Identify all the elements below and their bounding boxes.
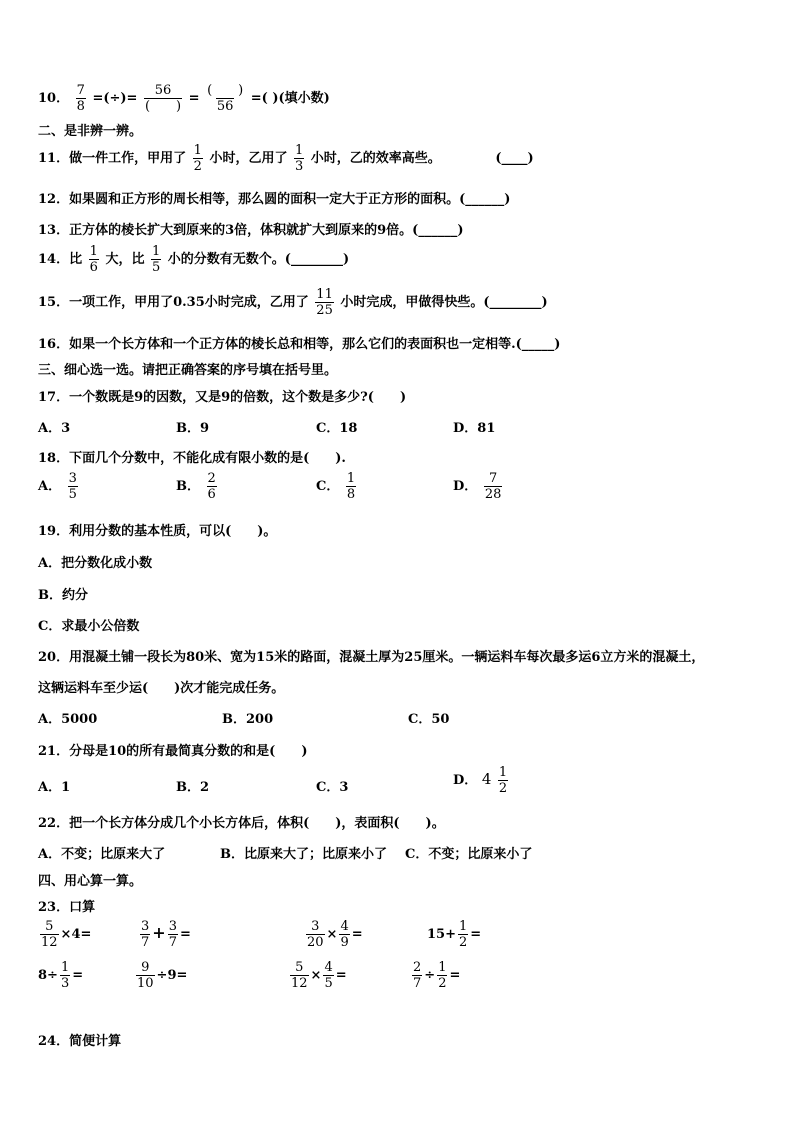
option-a[interactable]: A．不变；比原来大了: [38, 847, 166, 862]
operator: =: [449, 968, 461, 984]
equation-text: =: [188, 91, 200, 107]
question-22: 22．把一个长方体分成几个小长方体后，体积( )，表面积( )。: [38, 816, 445, 831]
question-number: 10．: [38, 91, 70, 107]
question-text: 15．一项工作，甲用了0.35小时完成，乙用了: [38, 295, 309, 311]
operator: =: [179, 927, 191, 943]
question-20-line-1: 20．用混凝土铺一段长为80米、宽为15米的路面，混凝土厚为25厘米。一辆运料车每次最多运6立方米的混凝土，: [38, 650, 705, 665]
fraction: $\frac{1}{3}$: [60, 960, 70, 991]
equation-text: =( )(填小数): [250, 91, 330, 107]
question-text: 小的分数有无数个。(________): [167, 252, 350, 268]
fraction: $\frac{3}{5}$: [68, 471, 77, 502]
question-text: 14．比: [38, 252, 83, 268]
option-a[interactable]: [38, 472, 80, 501]
option-c[interactable]: C．3: [316, 780, 349, 795]
question-23-title: 23．口算: [38, 900, 96, 915]
operator: ×: [310, 968, 322, 984]
calc-item: [304, 920, 363, 949]
option-c[interactable]: C．求最小公倍数: [38, 619, 140, 634]
question-14: [38, 245, 349, 274]
option-c[interactable]: C．50: [408, 712, 450, 727]
fraction: $\frac{3}{7}$: [141, 919, 150, 950]
option-label: C．: [316, 479, 340, 495]
mixed-number-whole: 4: [481, 770, 492, 789]
question-19: 19．利用分数的基本性质，可以( )。: [38, 524, 277, 539]
fraction: $\frac{1}{2}$: [193, 143, 202, 174]
fraction: $\frac{56}{( )}$: [144, 83, 182, 114]
question-12: 12．如果圆和正方形的周长相等，那么圆的面积一定大于正方形的面积。(______): [38, 192, 511, 207]
section-heading-3: 三、细心选一选。请把正确答案的序号填在括号里。: [38, 363, 338, 378]
fraction: $\frac{7}{28}$: [484, 471, 502, 502]
option-d[interactable]: D．81: [453, 421, 496, 436]
operator: ×4=: [60, 927, 92, 943]
fraction: $\frac{5}{12}$: [291, 960, 308, 991]
calc-item: [134, 961, 187, 990]
option-a[interactable]: A．3: [38, 421, 71, 436]
option-d[interactable]: [453, 472, 504, 501]
question-11: [38, 144, 534, 173]
fraction: $\frac{5}{12}$: [41, 919, 58, 950]
question-10: [38, 84, 330, 113]
question-24-title: 24．简便计算: [38, 1034, 122, 1049]
calc-item: [138, 920, 191, 949]
option-b[interactable]: B．200: [222, 712, 274, 727]
answer-blank[interactable]: (____): [495, 151, 534, 167]
fraction: $\frac{1}{2}$: [458, 919, 468, 950]
option-d[interactable]: [453, 766, 510, 795]
operator: =: [351, 927, 363, 943]
option-label: D．: [453, 479, 478, 495]
question-text: 小时，乙用了: [209, 151, 288, 167]
question-21: 21．分母是10的所有最简真分数的和是( ): [38, 744, 308, 759]
fraction: $\frac{1}{2}$: [438, 960, 447, 991]
question-13: 13．正方体的棱长扩大到原来的3倍，体积就扩大到原来的9倍。(______): [38, 223, 464, 238]
section-heading-4: 四、用心算一算。: [38, 874, 143, 889]
option-b[interactable]: B．比原来大了；比原来小了: [220, 847, 387, 862]
option-b[interactable]: B．2: [176, 780, 210, 795]
calc-item: [427, 920, 481, 949]
operator: 8÷: [38, 968, 58, 984]
option-label: D．: [453, 773, 478, 789]
operator: =: [470, 927, 482, 943]
fraction: $\frac{1}{6}$: [89, 244, 98, 275]
fraction: $\frac{3}{20}$: [307, 919, 324, 950]
operator: =: [72, 968, 84, 984]
fraction: $\frac{2}{6}$: [207, 471, 216, 502]
option-c[interactable]: [316, 472, 358, 501]
fraction: $\frac{7}{8}$: [76, 83, 85, 114]
fraction: $\frac{1}{3}$: [294, 143, 304, 174]
operator: +: [152, 923, 166, 943]
fraction: $\frac{1}{2}$: [498, 765, 508, 796]
fraction: $\frac{4}{9}$: [340, 919, 349, 950]
option-a[interactable]: A．把分数化成小数: [38, 556, 153, 571]
fraction: $\frac{4}{5}$: [324, 960, 333, 991]
option-b[interactable]: B．约分: [38, 588, 88, 603]
operator: ÷: [424, 968, 436, 984]
question-text: 小时，乙的效率高些。: [310, 151, 441, 167]
question-text: 11．做一件工作，甲用了: [38, 151, 187, 167]
calc-item: [38, 961, 83, 990]
question-17: 17．一个数既是9的因数，又是9的倍数，这个数是多少?( ): [38, 390, 407, 405]
question-16: 16．如果一个长方体和一个正方体的棱长总和相等，那么它们的表面积也一定相等.(_____): [38, 337, 561, 352]
operator: ×: [326, 927, 338, 943]
calc-item: [38, 920, 91, 949]
fraction: $\frac{1}{8}$: [346, 471, 356, 502]
fraction: $\frac{2}{7}$: [413, 960, 422, 991]
operator: ÷9=: [156, 968, 188, 984]
fraction: $\frac{3}{7}$: [168, 919, 177, 950]
option-label: A．: [38, 479, 62, 495]
question-18: 18．下面几个分数中，不能化成有限小数的是( ).: [38, 451, 346, 466]
equation-text: =(÷)=: [92, 91, 138, 107]
fraction: $\frac{( )}{56}$: [207, 83, 244, 114]
operator: 15+: [427, 927, 456, 943]
option-c[interactable]: C．18: [316, 421, 358, 436]
fraction: $\frac{1}{5}$: [151, 244, 161, 275]
question-20-line-2: 这辆运料车至少运( )次才能完成任务。: [38, 681, 285, 696]
operator: =: [335, 968, 347, 984]
fraction: $\frac{11}{25}$: [316, 287, 333, 318]
calc-item: [410, 961, 460, 990]
option-a[interactable]: A．1: [38, 780, 71, 795]
question-text: 大，比: [105, 252, 145, 268]
option-label: B．: [176, 479, 200, 495]
option-b[interactable]: B．9: [176, 421, 210, 436]
section-heading-2: 二、是非辨一辨。: [38, 124, 143, 139]
option-b[interactable]: [176, 472, 219, 501]
option-c[interactable]: C．不变；比原来小了: [405, 847, 533, 862]
question-text: 小时完成，甲做得快些。(________): [340, 295, 548, 311]
fraction: $\frac{9}{10}$: [137, 960, 154, 991]
option-a[interactable]: A．5000: [38, 712, 98, 727]
calc-item: [288, 961, 347, 990]
question-15: [38, 288, 548, 317]
